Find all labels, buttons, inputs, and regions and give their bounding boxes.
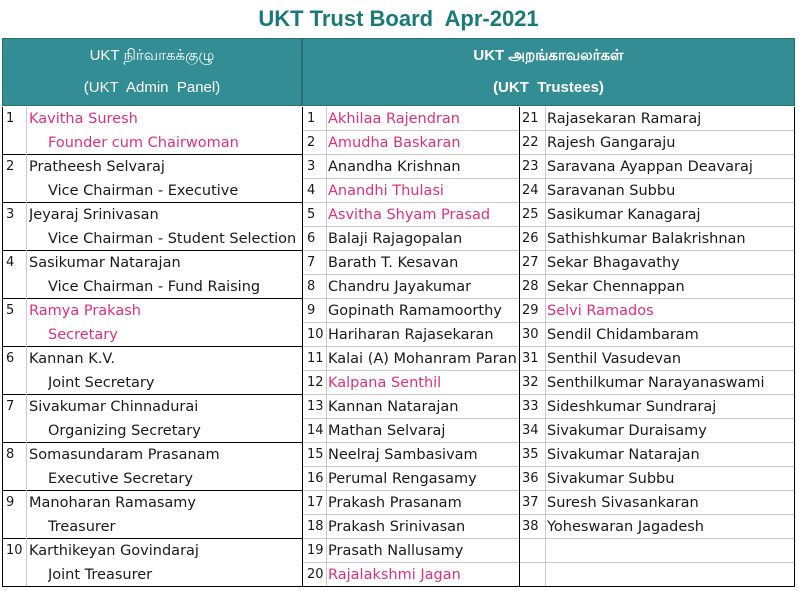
trustee-number: 2: [307, 135, 316, 150]
trustee-number: 11: [307, 351, 324, 366]
admin-name: Jeyaraj Srinivasan: [29, 207, 159, 223]
members-grid: [2, 107, 795, 587]
admin-number: 3: [6, 207, 15, 222]
trustee-number: 7: [307, 255, 316, 270]
trustee-name: Sekar Chennappan: [547, 279, 685, 295]
trustee-name: Mathan Selvaraj: [328, 423, 446, 439]
trustee-number: 38: [522, 519, 539, 534]
trustee-number: 13: [307, 399, 324, 414]
trustee-number: 24: [522, 183, 539, 198]
trustee-number: 10: [307, 327, 324, 342]
trustee-name: Akhilaa Rajendran: [328, 111, 460, 127]
trustees-header: [302, 38, 795, 106]
trustee-name: Gopinath Ramamoorthy: [328, 303, 502, 319]
trustees-header-tamil: UKT அறங்காவலர்கள்: [473, 47, 624, 64]
trustee-number: 6: [307, 231, 316, 246]
trustee-col-divider: [519, 107, 520, 587]
trustee-number-divider-b: [545, 107, 546, 587]
trustee-number: 26: [522, 231, 539, 246]
trustee-row-divider: [519, 562, 795, 563]
admin-name: Sivakumar Chinnadurai: [29, 399, 199, 415]
trustee-name: Barath T. Kesavan: [328, 255, 459, 271]
trustee-number-divider: [326, 107, 327, 587]
trustee-number: 17: [307, 495, 324, 510]
trustee-name: Sekar Bhagavathy: [547, 255, 680, 271]
trustee-name: Sasikumar Kanagaraj: [547, 207, 701, 223]
admin-number: 5: [6, 303, 15, 318]
admin-number: 7: [6, 399, 15, 414]
trustee-name: Saravana Ayappan Deavaraj: [547, 159, 753, 175]
trustee-name: Rajalakshmi Jagan: [328, 567, 461, 583]
admin-name: Sasikumar Natarajan: [29, 255, 181, 271]
admin-role: Vice Chairman - Fund Raising: [48, 279, 261, 295]
trustee-name: Prakash Srinivasan: [328, 519, 466, 535]
left-border: [2, 107, 3, 587]
trustee-number: 9: [307, 303, 316, 318]
admin-role: Executive Secretary: [48, 471, 193, 487]
trustee-name: Kalai (A) Mohanram Paran: [328, 351, 517, 367]
trustee-number: 36: [522, 471, 539, 486]
admin-role: Organizing Secretary: [48, 423, 201, 439]
admin-role: Vice Chairman - Student Selection: [48, 231, 297, 247]
trustees-header-english: (UKT Trustees): [493, 79, 604, 96]
trustee-number: 8: [307, 279, 316, 294]
trustee-number: 37: [522, 495, 539, 510]
admin-role: Treasurer: [48, 519, 116, 535]
admin-role: Vice Chairman - Executive: [48, 183, 239, 199]
trustee-number: 23: [522, 159, 539, 174]
admin-header-tamil: UKT நிர்வாகக்குழு: [89, 47, 215, 64]
trustee-name: Prasath Nallusamy: [328, 543, 464, 559]
trustee-number: 28: [522, 279, 539, 294]
trustee-name: Senthil Vasudevan: [547, 351, 682, 367]
trustee-name: Perumal Rengasamy: [328, 471, 477, 487]
admin-role: Founder cum Chairwoman: [48, 135, 239, 151]
admin-number: 8: [6, 447, 15, 462]
admin-name: Kavitha Suresh: [29, 111, 138, 127]
admin-name: Kannan K.V.: [29, 351, 115, 367]
trustee-number: 22: [522, 135, 539, 150]
trustee-name: Anandhi Thulasi: [328, 183, 444, 199]
trustee-number: 27: [522, 255, 539, 270]
trustee-name: Sendil Chidambaram: [547, 327, 699, 343]
trustee-name: Chandru Jayakumar: [328, 279, 472, 295]
trustee-name: Kalpana Senthil: [328, 375, 442, 391]
admin-number: 9: [6, 495, 15, 510]
admin-name: Manoharan Ramasamy: [29, 495, 196, 511]
admin-name: Karthikeyan Govindaraj: [29, 543, 199, 559]
admin-role: Secretary: [48, 327, 118, 343]
trustee-number: 16: [307, 471, 324, 486]
trustee-number: 21: [522, 111, 539, 126]
bottom-border: [2, 586, 795, 587]
admin-name: Somasundaram Prasanam: [29, 447, 220, 463]
admin-number: 10: [6, 543, 23, 558]
trustee-number: 1: [307, 111, 316, 126]
admin-panel-header: [2, 38, 302, 106]
page-title: UKT Trust Board Apr-2021: [258, 6, 539, 31]
trustee-number: 34: [522, 423, 539, 438]
trustee-number: 32: [522, 375, 539, 390]
trustee-name: Saravanan Subbu: [547, 183, 676, 199]
trustee-name: Amudha Baskaran: [328, 135, 461, 151]
right-border: [794, 107, 795, 587]
trustee-number: 35: [522, 447, 539, 462]
trustee-name: Sivakumar Natarajan: [547, 447, 700, 463]
trustee-number: 19: [307, 543, 324, 558]
admin-name: Ramya Prakash: [29, 303, 141, 319]
admin-number: 6: [6, 351, 15, 366]
trustee-name: Rajasekaran Ramaraj: [547, 111, 702, 127]
trustee-number: 31: [522, 351, 539, 366]
trustee-name: Sivakumar Subbu: [547, 471, 675, 487]
trustee-number: 20: [307, 567, 324, 582]
trustee-name: Hariharan Rajasekaran: [328, 327, 494, 343]
admin-number: 2: [6, 159, 15, 174]
admin-number: 1: [6, 111, 15, 126]
admin-header-english: (UKT Admin Panel): [83, 79, 221, 96]
trustee-number: 14: [307, 423, 324, 438]
trustee-name: Asvitha Shyam Prasad: [328, 207, 491, 223]
admin-role: Joint Treasurer: [48, 567, 153, 583]
admin-right-border: [302, 107, 303, 587]
trustee-name: Kannan Natarajan: [328, 399, 459, 415]
trustee-number: 3: [307, 159, 316, 174]
admin-name: Pratheesh Selvaraj: [29, 159, 165, 175]
trustee-name: Sathishkumar Balakrishnan: [547, 231, 746, 247]
trustee-name: Suresh Sivasankaran: [547, 495, 699, 511]
trustee-name: Neelraj Sambasivam: [328, 447, 478, 463]
trustee-number: 33: [522, 399, 539, 414]
admin-number: 4: [6, 255, 15, 270]
trustee-number: 5: [307, 207, 316, 222]
admin-role: Joint Secretary: [48, 375, 155, 391]
admin-number-divider: [26, 107, 27, 587]
trustee-name: Sideshkumar Sundraraj: [547, 399, 717, 415]
trustee-name: Prakash Prasanam: [328, 495, 462, 511]
trustee-name: Yoheswaran Jagadesh: [547, 519, 704, 535]
trustee-name: Anandha Krishnan: [328, 159, 461, 175]
trustee-number: 4: [307, 183, 316, 198]
trustee-number: 18: [307, 519, 324, 534]
trustee-name: Sivakumar Duraisamy: [547, 423, 707, 439]
trustee-number: 12: [307, 375, 324, 390]
trustee-number: 25: [522, 207, 539, 222]
trustee-name: Balaji Rajagopalan: [328, 231, 463, 247]
trustee-name: Selvi Ramados: [547, 303, 654, 319]
trustee-name: Senthilkumar Narayanaswami: [547, 375, 765, 391]
trustee-name: Rajesh Gangaraju: [547, 135, 676, 151]
trustee-row-divider: [519, 538, 795, 539]
trustee-number: 29: [522, 303, 539, 318]
trustee-number: 15: [307, 447, 324, 462]
trustee-number: 30: [522, 327, 539, 342]
